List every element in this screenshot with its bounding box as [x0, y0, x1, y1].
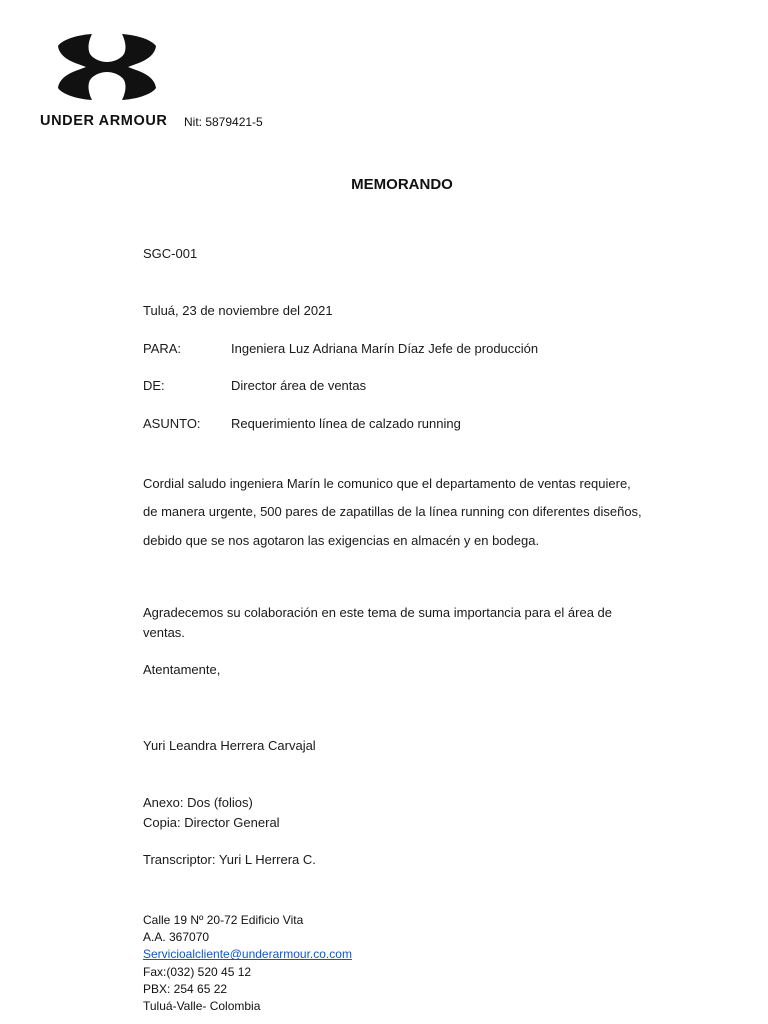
brand-wordmark: UNDER ARMOUR — [40, 113, 168, 129]
asunto-value: Requerimiento línea de calzado running — [231, 416, 461, 431]
transcriptor-line: Transcriptor: Yuri L Herrera C. — [143, 852, 316, 867]
contact-footer — [143, 912, 352, 1015]
closing: Atentamente, — [143, 662, 221, 677]
footer-address: Calle 19 Nº 20-72 Edificio Vita — [143, 913, 304, 927]
signature-name: Yuri Leandra Herrera Carvajal — [143, 738, 316, 753]
footer-aa: A.A. 367070 — [143, 930, 210, 945]
de-label: DE: — [143, 378, 165, 393]
copia-line: Copia: Director General — [143, 815, 280, 830]
de-value: Director área de ventas — [231, 378, 367, 393]
under-armour-logo-icon — [56, 30, 158, 104]
memo-title: MEMORANDO — [351, 176, 453, 193]
nit-number: Nit: 5879421-5 — [184, 115, 263, 129]
memo-code: SGC-001 — [143, 246, 198, 261]
memo-date: Tuluá, 23 de noviembre del 2021 — [143, 303, 333, 318]
asunto-label: ASUNTO: — [143, 416, 201, 431]
footer-pbx: PBX: 254 65 22 — [143, 981, 228, 996]
footer-fax: Fax:(032) 520 45 12 — [143, 964, 252, 979]
para-label: PARA: — [143, 341, 182, 356]
footer-email-link[interactable]: Servicioalcliente@underarmour.co.com — [143, 947, 352, 962]
body-paragraph-2: Agradecemos su colaboración en este tema de suma importancia para el área de ventas. — [143, 605, 612, 640]
footer-city: Tuluá-Valle- Colombia — [143, 999, 261, 1014]
anexo-line: Anexo: Dos (folios) — [143, 795, 253, 810]
para-value: Ingeniera Luz Adriana Marín Díaz Jefe de producción — [231, 341, 539, 356]
body-paragraph-1: Cordial saludo ingeniera Marín le comunico que el departamento de ventas requiere, de manera urgente, 500 pares de zapatillas de la línea running con diferentes diseños, debido que se nos agotaron las exigencias en almacén y en bodega. — [143, 476, 642, 548]
